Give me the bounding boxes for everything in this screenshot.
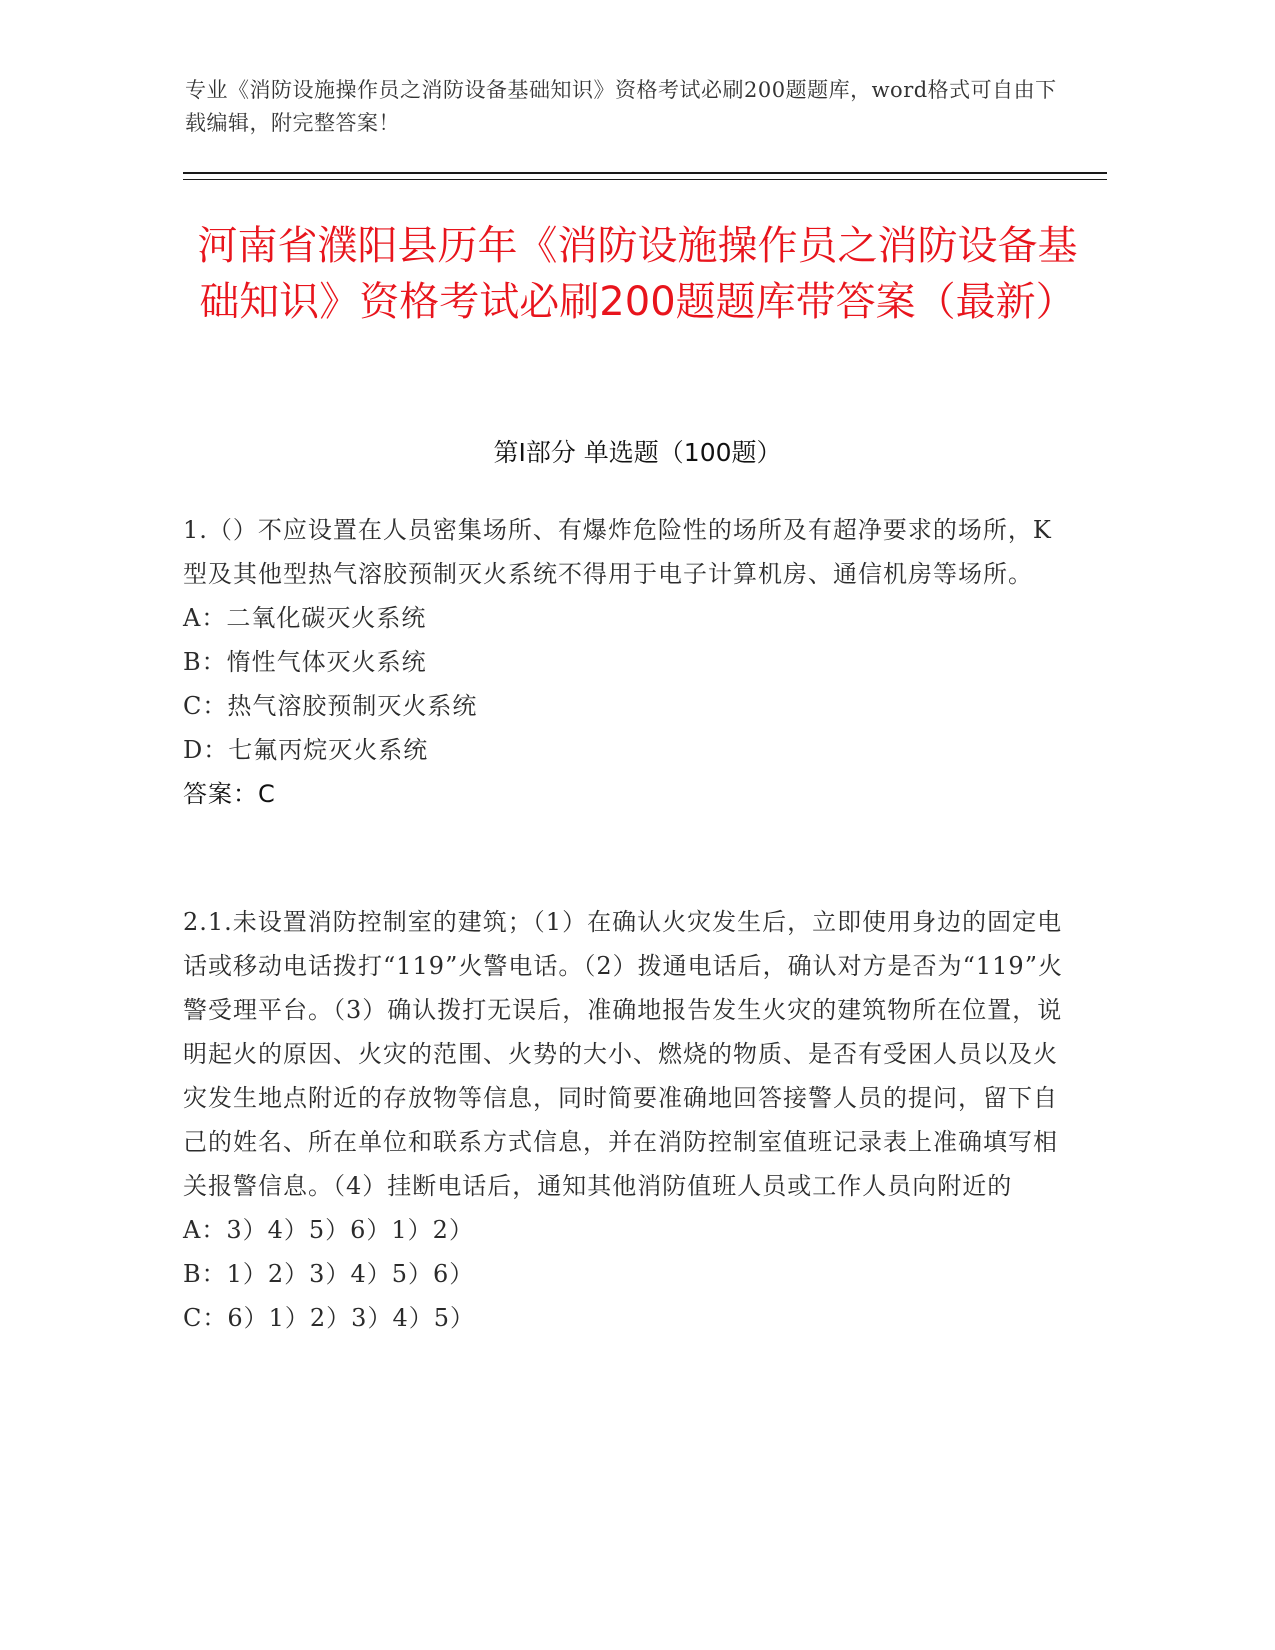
question-stem: 1.（）不应设置在人员密集场所、有爆炸危险性的场所及有超净要求的场所，K型及其他型热气溶胶预制灭火系统不得用于电子计算机房、通信机房等场所。 (183, 516, 1052, 588)
question-2 (183, 900, 1063, 1340)
question-1 (183, 508, 1063, 816)
answer-line: 答案：C (183, 780, 276, 808)
document-title: 河南省濮阳县历年《消防设施操作员之消防设备基础知识》资格考试必刷200题题库带答案（最新） (197, 223, 1078, 325)
option-a: A：二氧化碳灭火系统 (183, 604, 427, 632)
section-title: 第Ⅰ部分 单选题（100题） (493, 438, 782, 467)
option-b: B：1）2）3）4）5）6） (183, 1260, 475, 1288)
question-stem: 2.1.未设置消防控制室的建筑；（1）在确认火灾发生后，立即使用身边的固定电话或移动电话拨打“119”火警电话。（2）拨通电话后，确认对方是否为“119”火警受理平台。（3）确认拨打无误后，准确地报告发生火灾的建筑物所在位置，说明起火的原因、火灾的范围、火势的大小、燃烧的物质、是否有受困人员以及火灾发生地点附近的存放物等信息，同时简要准确地回答接警人员的提问，留下自己的姓名、所在单位和联系方式信息，并在消防控制室值班记录表上准确填写相关报警信息。（4）挂断电话后，通知其他消防值班人员或工作人员向附近的 (183, 908, 1063, 1200)
option-d: D：七氟丙烷灭火系统 (183, 736, 429, 764)
option-b: B：惰性气体灭火系统 (183, 648, 427, 676)
option-a: A：3）4）5）6）1）2） (183, 1216, 474, 1244)
header-divider-thin (183, 179, 1107, 180)
option-c: C：6）1）2）3）4）5） (183, 1304, 475, 1332)
header-note: 专业《消防设施操作员之消防设备基础知识》资格考试必刷200题题库，word格式可自由下载编辑，附完整答案！ (185, 78, 1057, 135)
option-c: C：热气溶胶预制灭火系统 (183, 692, 478, 720)
header-divider-thick (183, 172, 1107, 174)
